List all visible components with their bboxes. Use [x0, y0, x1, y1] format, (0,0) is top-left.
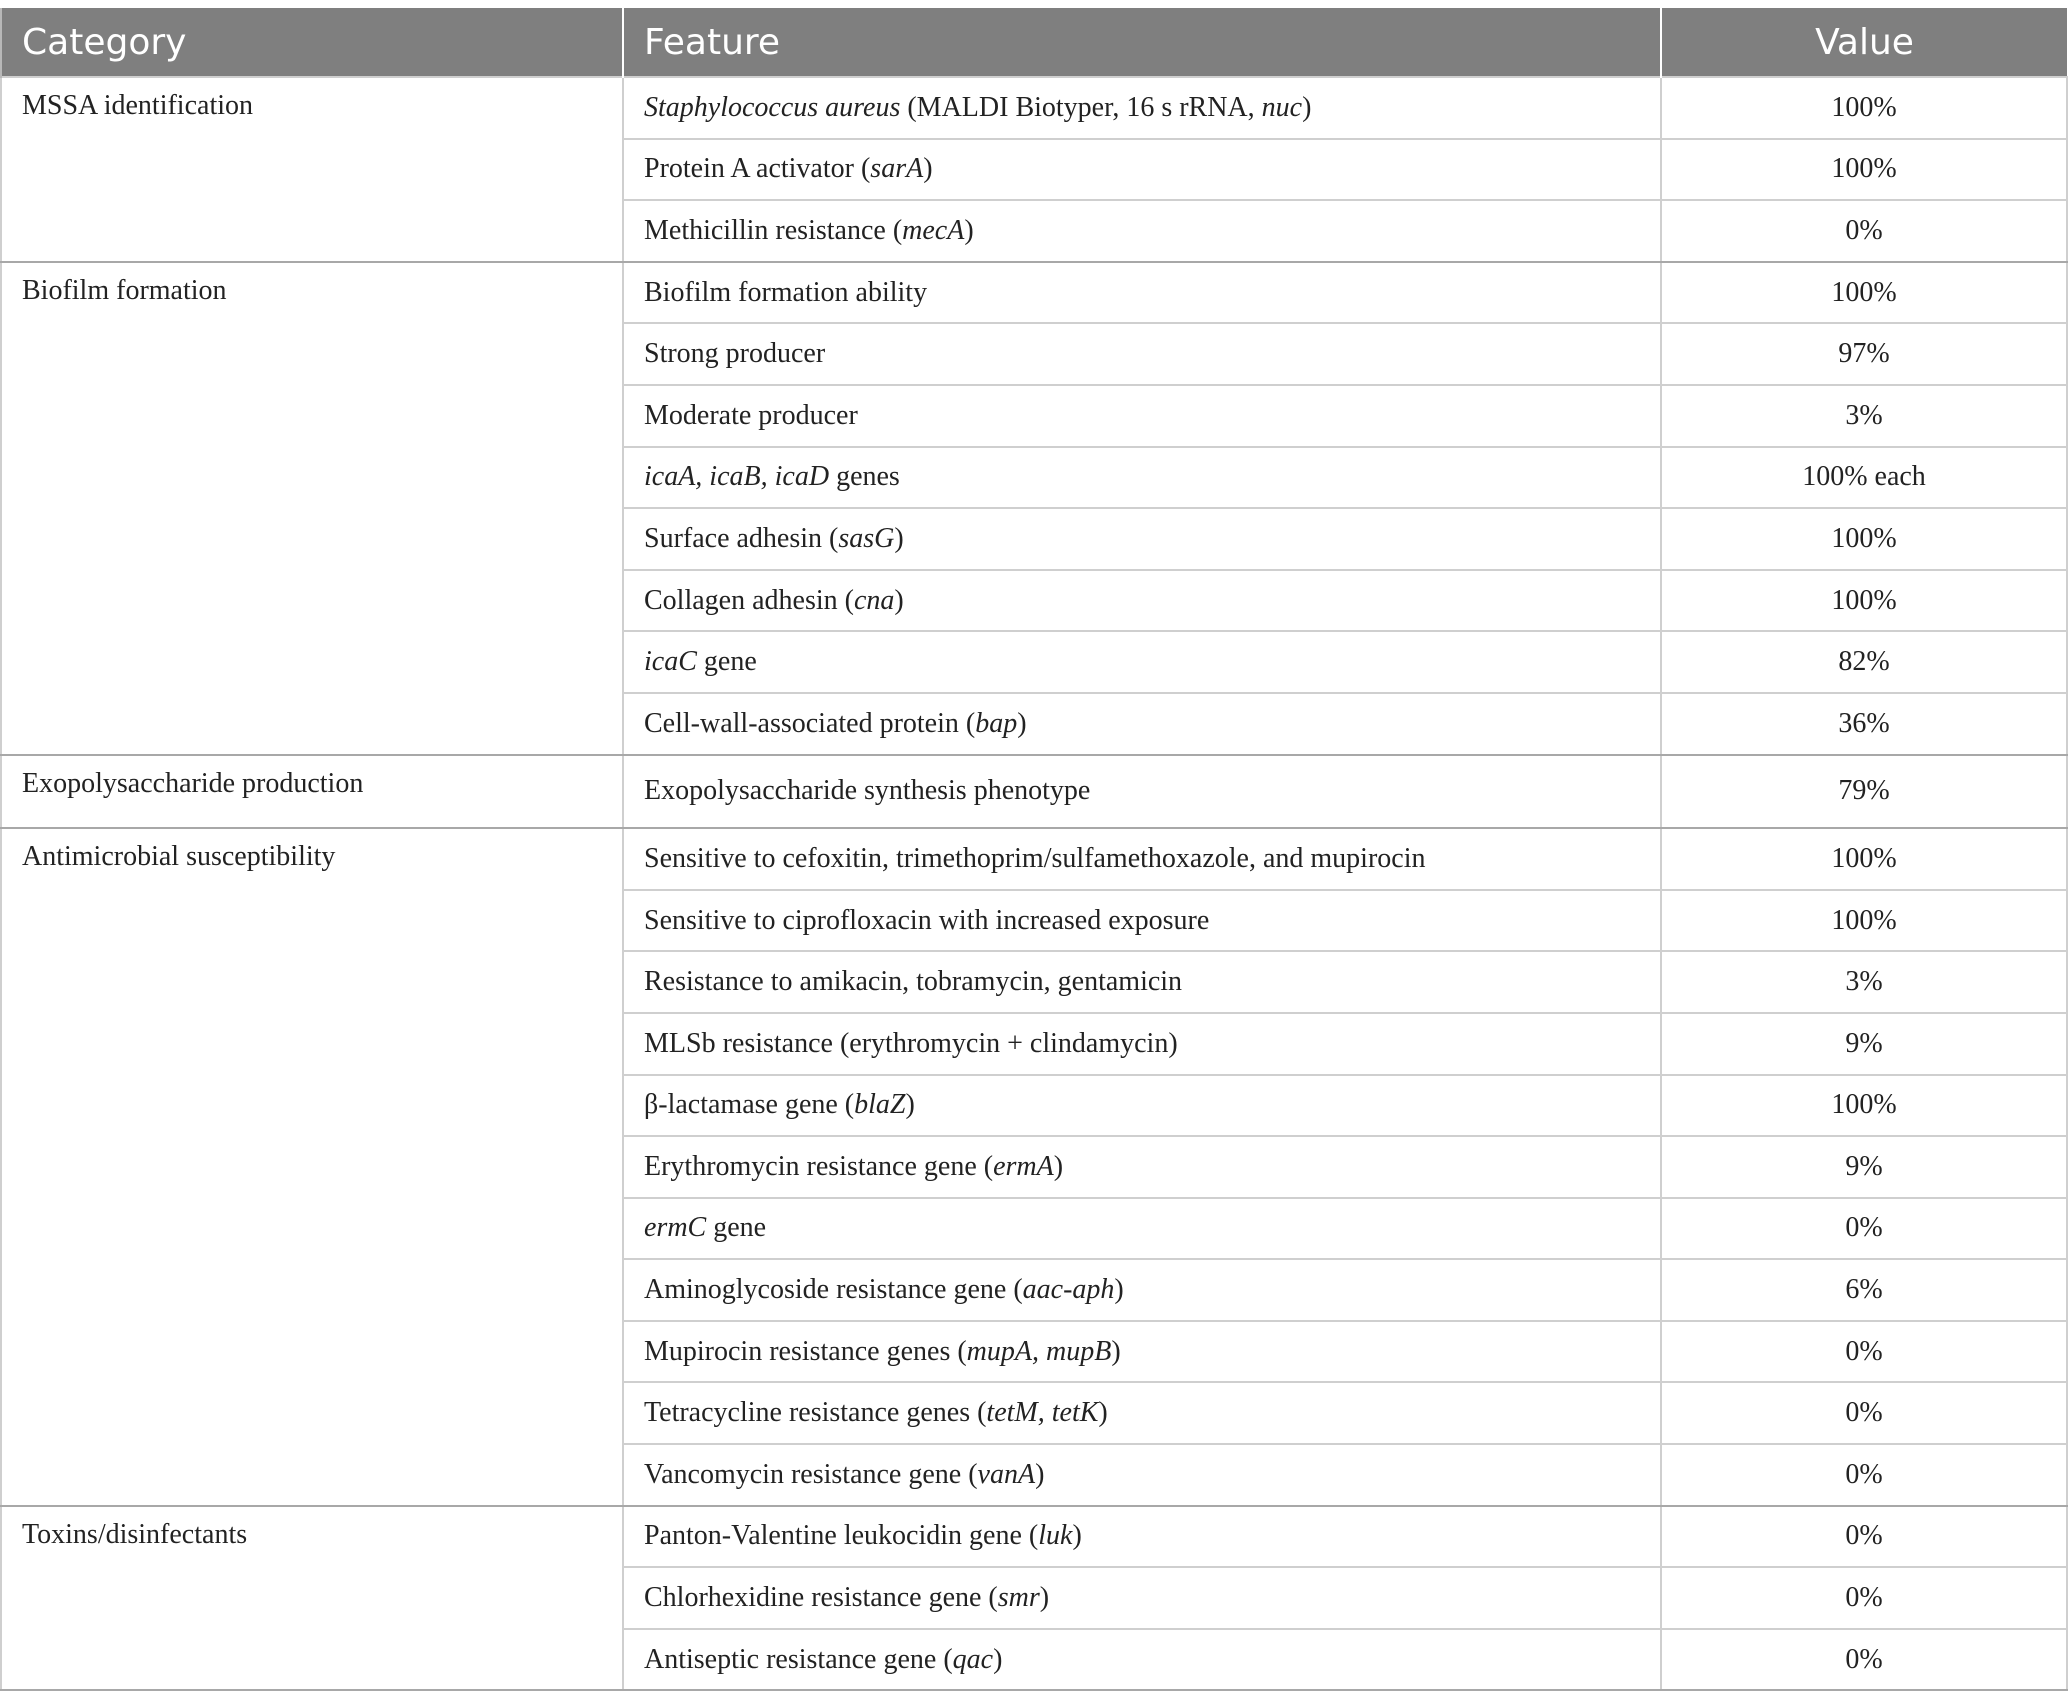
feature-cell — [623, 200, 1661, 262]
feature-text: ) — [1111, 1335, 1121, 1367]
feature-text: ) — [1039, 1582, 1050, 1614]
feature-cell — [623, 570, 1661, 632]
feature-cell — [623, 447, 1661, 509]
feature-text: Collagen adhesin ( — [644, 584, 854, 616]
table-row — [1, 1506, 2067, 1568]
feature-text: Protein A activator ( — [644, 153, 871, 185]
value-cell: 100% — [1661, 570, 2067, 632]
value-cell: 100% — [1661, 890, 2067, 952]
feature-text: Strong producer — [644, 338, 826, 370]
feature-cell — [623, 77, 1661, 139]
value-cell: 100% — [1661, 1075, 2067, 1137]
feature-text-italic: Staphylococcus aureus — [644, 91, 901, 123]
category-cell: Exopolysaccharide production — [1, 755, 623, 829]
feature-text: ) — [1053, 1150, 1064, 1182]
feature-text: Resistance to amikacin, tobramycin, gentamicin — [644, 966, 1183, 998]
feature-text: Cell-wall-associated protein ( — [644, 707, 976, 739]
feature-text-italic: smr — [997, 1582, 1040, 1614]
value-cell: 6% — [1661, 1259, 2067, 1321]
value-cell: 100% — [1661, 139, 2067, 201]
feature-text: Mupirocin resistance genes ( — [644, 1335, 967, 1367]
feature-text: (MALDI Biotyper, 16 s rRNA, — [900, 91, 1262, 123]
feature-text: Sensitive to cefoxitin, trimethoprim/sulfamethoxazole, and mupirocin — [644, 842, 1426, 874]
feature-text-italic: cna — [853, 584, 895, 616]
header-category: Category — [1, 8, 623, 77]
value-cell: 100% each — [1661, 447, 2067, 509]
table-header — [1, 8, 2067, 77]
feature-text: ) — [1302, 91, 1312, 123]
feature-cell — [623, 1506, 1661, 1568]
feature-cell — [623, 1444, 1661, 1506]
feature-cell — [623, 1259, 1661, 1321]
feature-text-italic: icaA, icaB, icaD — [644, 461, 830, 493]
table-row — [1, 262, 2067, 324]
feature-text: Exopolysaccharide synthesis phenotype — [644, 775, 1091, 807]
value-cell: 0% — [1661, 200, 2067, 262]
feature-text: β-lactamase gene ( — [644, 1089, 855, 1121]
feature-text: MLSb resistance (erythromycin + clindamycin) — [644, 1027, 1178, 1059]
feature-text: Surface adhesin ( — [644, 522, 839, 554]
feature-text: Chlorhexidine resistance gene ( — [644, 1582, 998, 1614]
feature-text-italic: mupA, mupB — [966, 1335, 1112, 1367]
header-feature: Feature — [623, 8, 1661, 77]
feature-text: ) — [1017, 707, 1027, 739]
value-cell: 0% — [1661, 1321, 2067, 1383]
feature-text: ) — [894, 584, 904, 616]
feature-text: gene — [696, 646, 757, 678]
feature-text-italic: sarA — [870, 153, 924, 185]
feature-cell — [623, 1382, 1661, 1444]
table-row — [1, 77, 2067, 139]
feature-text: ) — [905, 1089, 915, 1121]
value-cell: 100% — [1661, 828, 2067, 890]
data-table — [0, 8, 2068, 1691]
feature-cell — [623, 1198, 1661, 1260]
feature-cell — [623, 1629, 1661, 1691]
feature-text-italic: luk — [1038, 1520, 1073, 1552]
feature-text: ) — [993, 1643, 1003, 1675]
feature-cell — [623, 828, 1661, 890]
table-row — [1, 828, 2067, 890]
feature-text: Panton-Valentine leukocidin gene ( — [644, 1520, 1039, 1552]
value-cell: 0% — [1661, 1444, 2067, 1506]
feature-text: ) — [1114, 1274, 1124, 1306]
value-cell: 9% — [1661, 1136, 2067, 1198]
feature-text-italic: aac-aph — [1022, 1274, 1115, 1306]
feature-text: Vancomycin resistance gene ( — [644, 1458, 978, 1490]
feature-text-italic: tetM, tetK — [986, 1397, 1099, 1429]
feature-cell — [623, 951, 1661, 1013]
feature-text: ) — [1035, 1458, 1045, 1490]
feature-cell — [623, 323, 1661, 385]
value-cell: 0% — [1661, 1382, 2067, 1444]
table-body — [1, 77, 2067, 1690]
value-cell: 100% — [1661, 508, 2067, 570]
header-value: Value — [1661, 8, 2067, 77]
table-row — [1, 755, 2067, 829]
feature-text: ) — [894, 522, 904, 554]
feature-text-italic: vanA — [977, 1458, 1036, 1490]
value-cell: 0% — [1661, 1198, 2067, 1260]
feature-cell — [623, 385, 1661, 447]
feature-cell — [623, 262, 1661, 324]
feature-text: Sensitive to ciprofloxacin with increased exposure — [644, 904, 1210, 936]
feature-text-italic: blaZ — [854, 1089, 906, 1121]
value-cell: 0% — [1661, 1506, 2067, 1568]
feature-text-italic: sasG — [838, 522, 895, 554]
value-cell: 0% — [1661, 1567, 2067, 1629]
category-cell: MSSA identification — [1, 77, 623, 262]
feature-cell — [623, 693, 1661, 755]
feature-text: ) — [1072, 1520, 1082, 1552]
feature-text-italic: ermA — [993, 1150, 1054, 1182]
category-cell: Antimicrobial susceptibility — [1, 828, 623, 1506]
feature-text: ) — [923, 153, 933, 185]
feature-cell — [623, 1075, 1661, 1137]
feature-text-italic: bap — [975, 707, 1018, 739]
value-cell: 36% — [1661, 693, 2067, 755]
value-cell: 0% — [1661, 1629, 2067, 1691]
feature-cell — [623, 890, 1661, 952]
feature-text: ) — [964, 214, 974, 246]
value-cell: 97% — [1661, 323, 2067, 385]
feature-text: Methicillin resistance ( — [644, 214, 903, 246]
value-cell: 82% — [1661, 631, 2067, 693]
value-cell: 79% — [1661, 755, 2067, 829]
value-cell: 100% — [1661, 77, 2067, 139]
table-container — [0, 8, 2066, 1691]
feature-text-italic: qac — [952, 1643, 994, 1675]
feature-text-italic: nuc — [1261, 91, 1303, 123]
feature-text: ) — [1098, 1397, 1108, 1429]
feature-cell — [623, 1321, 1661, 1383]
feature-text: gene — [706, 1212, 767, 1244]
feature-text-italic: mecA — [902, 214, 965, 246]
feature-text: Biofilm formation ability — [644, 276, 928, 308]
feature-cell — [623, 631, 1661, 693]
feature-cell — [623, 139, 1661, 201]
value-cell: 100% — [1661, 262, 2067, 324]
feature-text: Aminoglycoside resistance gene ( — [644, 1274, 1023, 1306]
category-cell: Biofilm formation — [1, 262, 623, 755]
value-cell: 3% — [1661, 951, 2067, 1013]
feature-text: Erythromycin resistance gene ( — [644, 1150, 994, 1182]
feature-cell — [623, 1567, 1661, 1629]
feature-text: Antiseptic resistance gene ( — [644, 1643, 953, 1675]
feature-text: genes — [829, 461, 900, 493]
value-cell: 3% — [1661, 385, 2067, 447]
feature-text: Tetracycline resistance genes ( — [644, 1397, 987, 1429]
feature-cell — [623, 1013, 1661, 1075]
header-row — [1, 8, 2067, 77]
feature-cell — [623, 508, 1661, 570]
feature-text: Moderate producer — [644, 399, 858, 431]
feature-text-italic: icaC — [644, 646, 697, 678]
value-cell: 9% — [1661, 1013, 2067, 1075]
feature-cell — [623, 1136, 1661, 1198]
feature-text-italic: ermC — [644, 1212, 707, 1244]
feature-cell — [623, 755, 1661, 829]
category-cell: Toxins/disinfectants — [1, 1506, 623, 1691]
